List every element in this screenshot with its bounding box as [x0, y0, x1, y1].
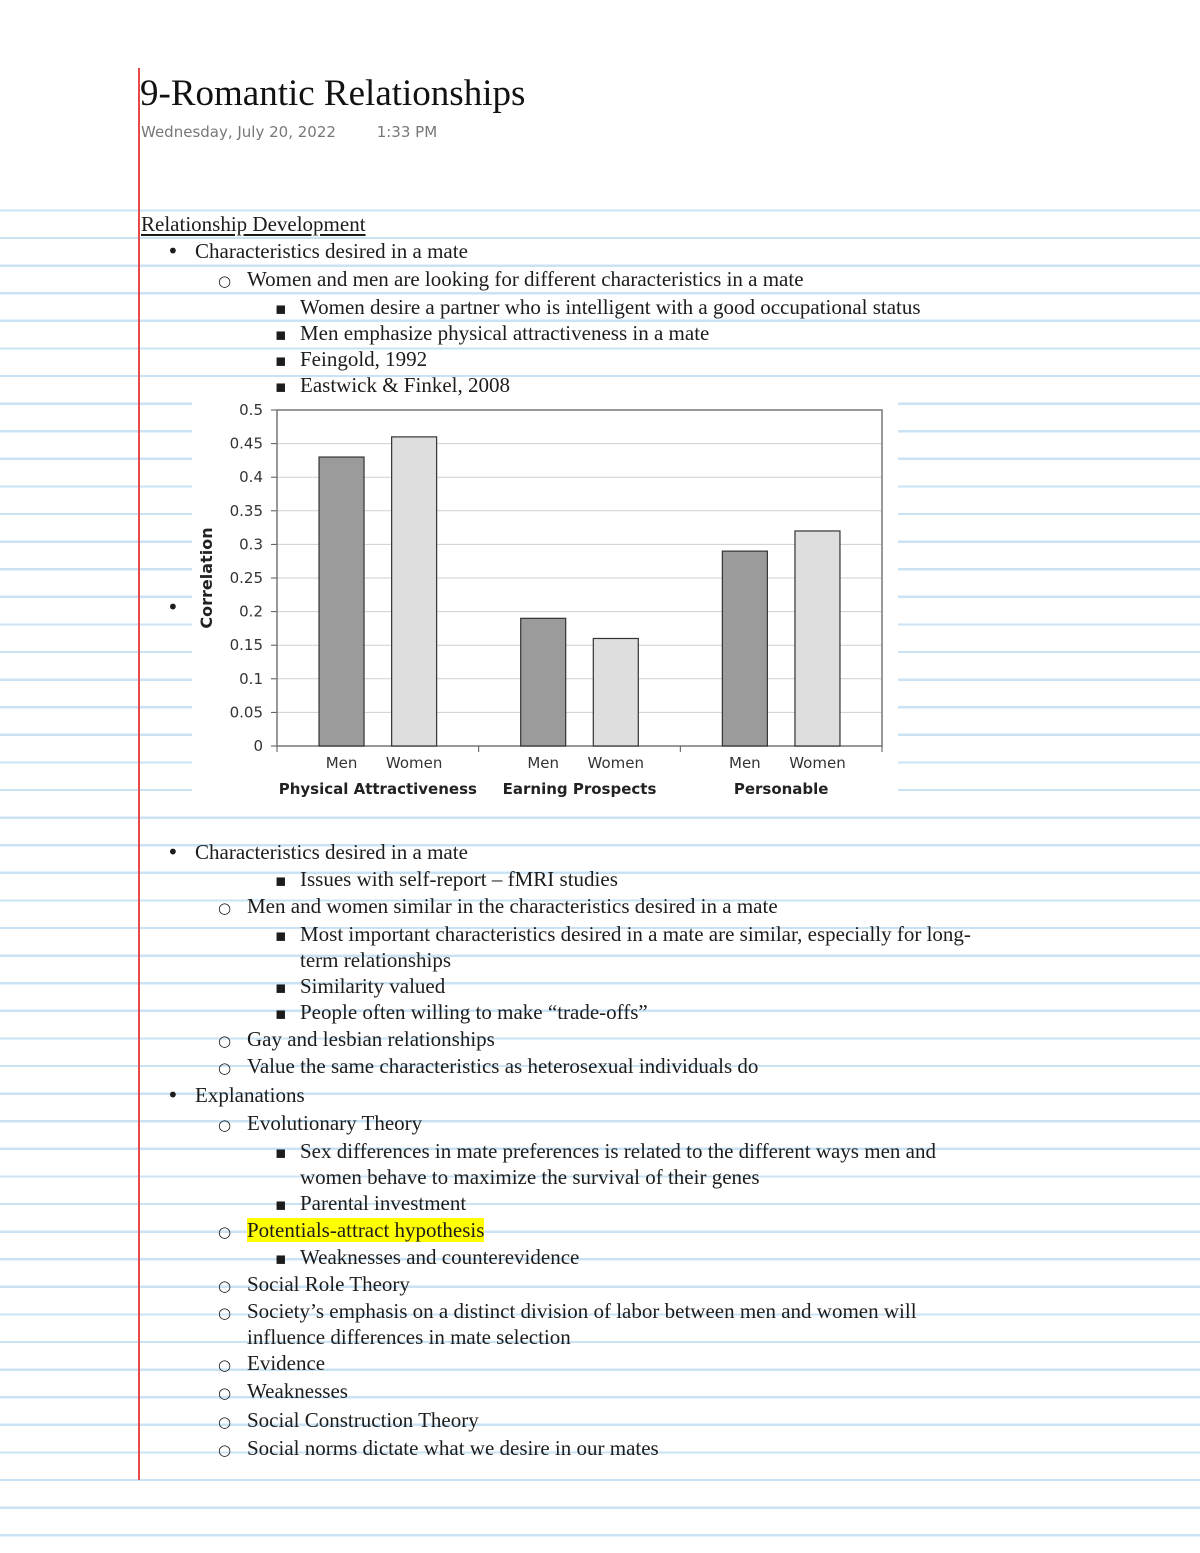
x-group-label: Personable — [733, 780, 829, 798]
bullet-square — [275, 1138, 287, 1166]
x-category-label: Men — [729, 754, 761, 772]
y-tick-label: 0.15 — [229, 636, 263, 655]
note-line: Gay and lesbian relationships — [247, 1027, 495, 1051]
bullet-square — [275, 999, 287, 1027]
note-line: Explanations — [195, 1083, 305, 1107]
bar-women — [392, 437, 437, 746]
bullet-square — [275, 866, 287, 894]
y-tick-label: 0.05 — [229, 703, 263, 722]
x-group-label: Physical Attractiveness — [278, 780, 477, 798]
note-line: Sex differences in mate preferences is related to the different ways men and — [300, 1139, 936, 1163]
x-category-label: Men — [527, 754, 560, 772]
note-line: Evolutionary Theory — [247, 1111, 423, 1135]
page-title: 9-Romantic Relationships — [140, 73, 526, 114]
bar-women — [795, 531, 840, 746]
bullet-circle — [218, 1407, 231, 1435]
note-line: Value the same characteristics as heterosexual individuals do — [247, 1054, 759, 1078]
bullet-circle — [218, 1350, 231, 1378]
note-line: People often willing to make “trade-offs” — [300, 1000, 648, 1024]
y-tick-label: 0.4 — [239, 468, 263, 487]
note-line: Women desire a partner who is intelligent with a good occupational status — [300, 295, 921, 319]
bullet-circle — [218, 1053, 231, 1081]
highlighted-text: Potentials-attract hypothesis — [247, 1218, 485, 1242]
y-tick-label: 0.25 — [229, 569, 263, 587]
note-line: Feingold, 1992 — [300, 347, 428, 371]
y-tick-label: 0.5 — [239, 401, 263, 419]
y-tick-label: 0.35 — [229, 501, 263, 520]
page-timestamp — [141, 123, 437, 141]
bullet-circle — [218, 1271, 231, 1299]
page-time: 1:33 PM — [376, 123, 438, 141]
note-line: Men and women similar in the characteristics desired in a mate — [247, 894, 778, 918]
margin-line — [138, 68, 140, 1480]
note-line: Weaknesses and counterevidence — [300, 1245, 580, 1269]
note-line: Characteristics desired in a mate — [195, 239, 468, 263]
note-line: Social norms dictate what we desire in our mates — [247, 1436, 659, 1460]
note-line-highlighted — [247, 1217, 484, 1243]
bullet-disc — [167, 1082, 179, 1108]
note-line: term relationships — [300, 948, 452, 972]
bullet-circle — [218, 1110, 231, 1138]
bullet-circle — [218, 1217, 231, 1245]
bar-women — [593, 638, 638, 746]
note-line: Eastwick & Finkel, 2008 — [300, 373, 510, 397]
chart-svg — [192, 398, 898, 810]
note-line: Issues with self-report – fMRI studies — [300, 867, 618, 891]
y-axis-label: Correlation — [197, 527, 216, 629]
note-line: Weaknesses — [247, 1379, 348, 1403]
bullet-square — [275, 1190, 287, 1218]
x-group-label: Earning Prospects — [502, 780, 657, 798]
section-heading: Relationship Development — [141, 212, 366, 236]
correlation-chart — [192, 398, 898, 810]
note-line: Social Construction Theory — [247, 1408, 479, 1432]
note-line: Women and men are looking for different characteristics in a mate — [247, 267, 804, 291]
note-line: Evidence — [247, 1351, 326, 1375]
bullet-square — [275, 1244, 287, 1272]
bullet-square — [275, 921, 287, 949]
bullet-disc — [167, 839, 179, 865]
note-line: Men emphasize physical attractiveness in a mate — [300, 321, 710, 345]
note-line: Parental investment — [300, 1191, 467, 1215]
bullet-circle — [218, 266, 231, 294]
page-date: Wednesday, July 20, 2022 — [141, 123, 336, 141]
bar-men — [722, 551, 767, 746]
bar-men — [521, 618, 566, 746]
note-line: Characteristics desired in a mate — [195, 840, 468, 864]
bullet-disc — [167, 594, 179, 620]
bullet-circle — [218, 1026, 231, 1054]
bullet-square — [275, 372, 287, 400]
note-line: Similarity valued — [300, 974, 446, 998]
y-tick-label: 0 — [253, 737, 263, 755]
bullet-square — [275, 973, 287, 1001]
bullet-square — [275, 320, 287, 348]
bullet-square — [275, 346, 287, 374]
x-category-label: Women — [385, 754, 443, 772]
x-category-label: Women — [587, 754, 645, 772]
note-line: influence differences in mate selection — [247, 1325, 571, 1349]
bullet-circle — [218, 1435, 231, 1463]
y-tick-label: 0.3 — [239, 535, 263, 554]
bar-men — [319, 457, 364, 746]
note-line: Society’s emphasis on a distinct division of labor between men and women will — [247, 1299, 917, 1323]
note-line: Most important characteristics desired in a mate are similar, especially for long- — [300, 922, 971, 946]
bullet-circle — [218, 1378, 231, 1406]
y-tick-label: 0.2 — [239, 602, 263, 621]
x-category-label: Men — [325, 754, 358, 772]
note-line: women behave to maximize the survival of their genes — [300, 1165, 760, 1189]
y-tick-label: 0.45 — [229, 434, 263, 453]
bullet-circle — [218, 1298, 231, 1326]
bullet-circle — [218, 893, 231, 921]
y-tick-label: 0.1 — [239, 669, 263, 688]
bullet-disc — [167, 238, 179, 264]
bullet-square — [275, 294, 287, 322]
note-line: Social Role Theory — [247, 1272, 410, 1296]
x-category-label: Women — [789, 754, 846, 772]
